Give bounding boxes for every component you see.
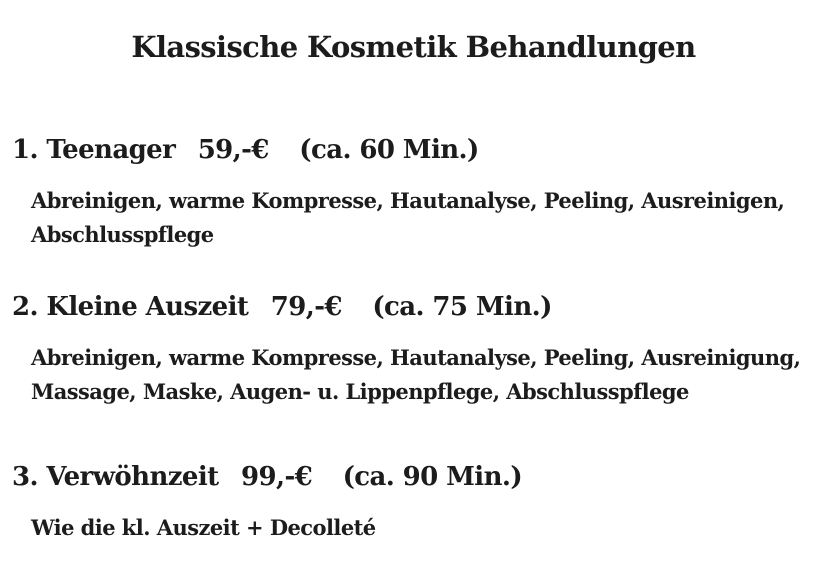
service-number: 2. [12,292,38,322]
description-line: Abreinigen, warme Kompresse, Hautanalyse, Peeling, Ausreinigen, [31,188,785,213]
service-description [31,511,817,545]
service-name: Teenager [46,135,176,165]
service-description [31,184,817,252]
service-description [31,341,817,409]
service-duration: (ca. 60 Min.) [299,135,479,165]
service-number: 3. [12,462,38,492]
service-heading [12,291,817,323]
service-heading [12,461,817,493]
service-duration: (ca. 75 Min.) [372,292,552,322]
service-heading [12,134,817,166]
service-price: 59,-€ [197,135,269,165]
description-line: Wie die kl. Auszeit + Decolleté [31,515,376,540]
service-item-teenager [12,134,817,252]
service-duration: (ca. 90 Min.) [342,462,523,492]
description-line: Abschlusspflege [31,222,214,247]
service-item-kleine-auszeit [12,291,817,409]
service-name: Kleine Auszeit [46,292,249,322]
service-price: 99,-€ [241,462,313,492]
service-number: 1. [12,135,38,165]
service-name: Verwöhnzeit [46,462,219,492]
service-price: 79,-€ [270,292,342,322]
description-line: Massage, Maske, Augen- u. Lippenpflege, Abschlusspflege [31,379,689,404]
description-line: Abreinigen, warme Kompresse, Hautanalyse, Peeling, Ausreinigung, [31,345,801,370]
service-item-verwoehnzeit [12,461,817,545]
page-title: Klassische Kosmetik Behandlungen [131,30,696,64]
